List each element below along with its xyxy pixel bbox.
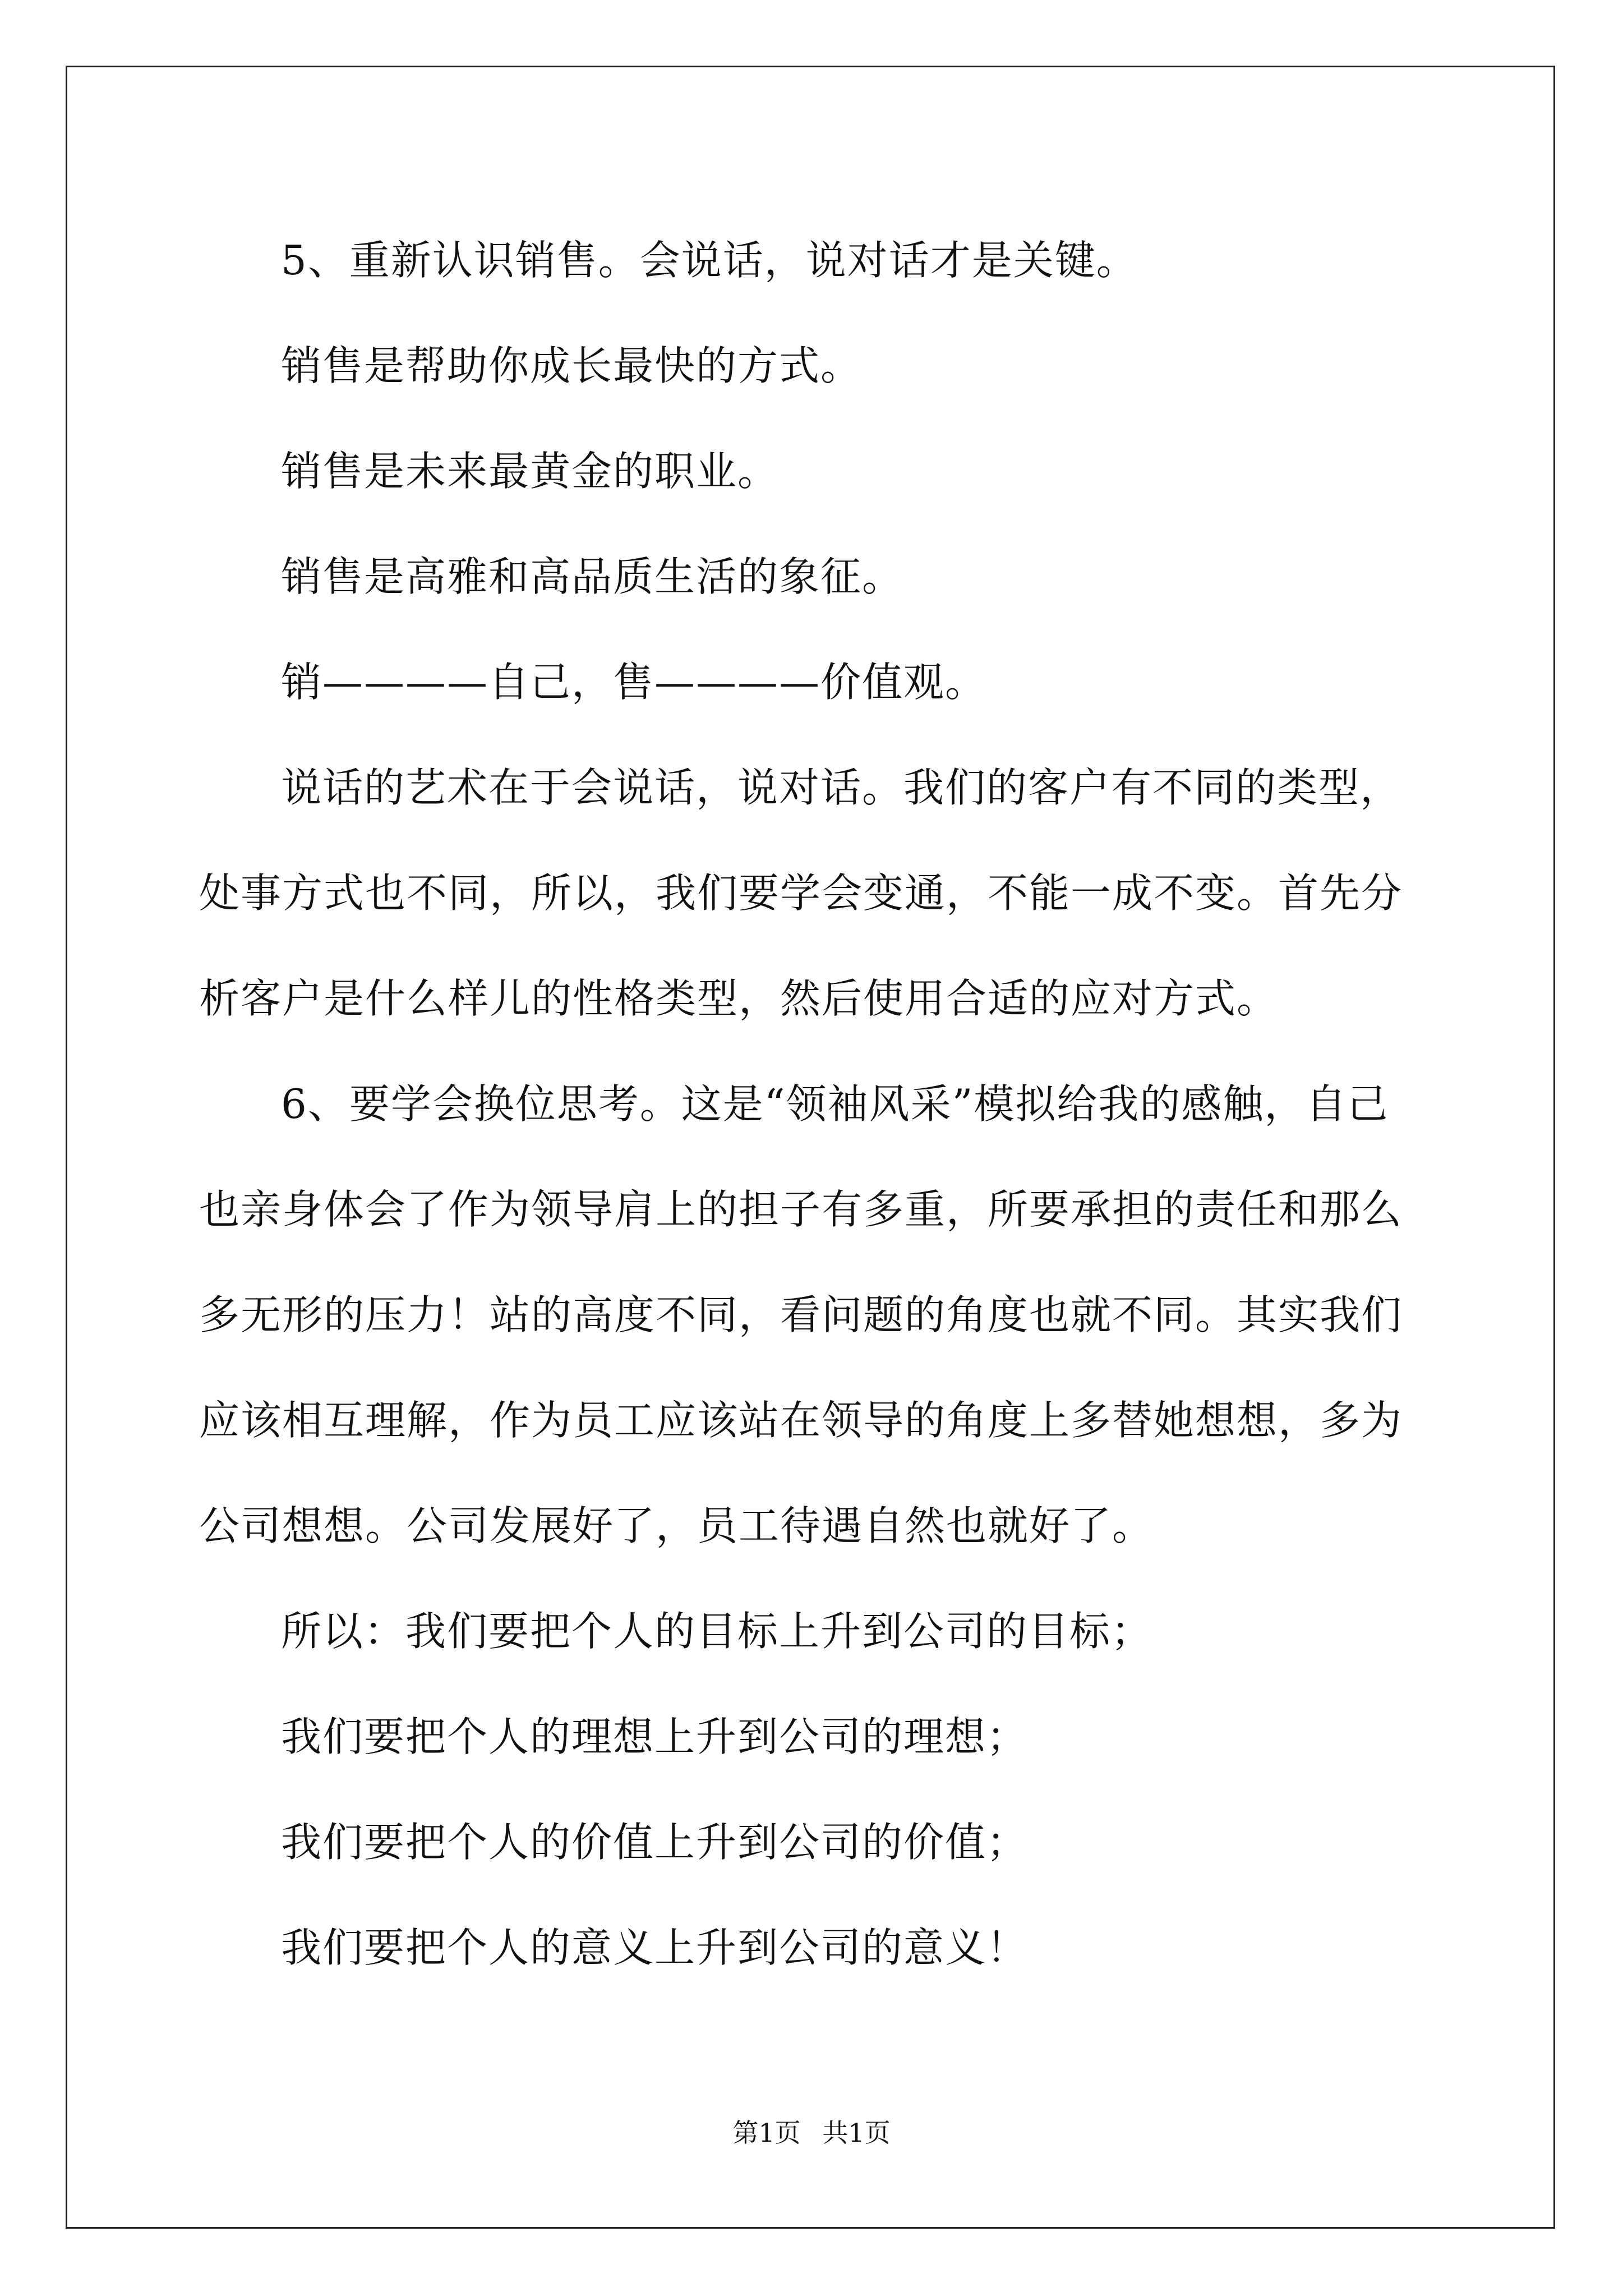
paragraph: 6、要学会换位思考。这是“领袖风采”模拟给我的感触，自己也亲身体会了作为领导肩上的担子有多重，所要承担的责任和那么多无形的压力！站的高度不同，看问题的角度也就不同。其实我们应该相互理解，作为员工应该站在领导的角度上多替她想想，多为公司想想。公司发展好了，员工待遇自然也就好了。 bbox=[199, 1080, 1403, 1549]
paragraph: 5、重新认识销售。会说话，说对话才是关键。 bbox=[281, 237, 1138, 284]
paragraph: 说话的艺术在于会说话，说对话。我们的客户有不同的类型，处事方式也不同，所以，我们要学会变通，不能一成不变。首先分析客户是什么样儿的性格类型，然后使用合适的应对方式。 bbox=[199, 764, 1403, 1022]
paragraph: 销售是未来最黄金的职业。 bbox=[281, 448, 780, 495]
page-number-total: 共1页 bbox=[822, 2118, 891, 2148]
paragraph: 我们要把个人的理想上升到公司的理想； bbox=[281, 1713, 1029, 1760]
page-number-current: 第1页 bbox=[732, 2118, 801, 2148]
paragraph: 销————自己，售————价值观。 bbox=[281, 659, 987, 706]
paragraph: 所以：我们要把个人的目标上升到公司的目标； bbox=[281, 1608, 1153, 1655]
paragraph: 销售是高雅和高品质生活的象征。 bbox=[281, 553, 904, 600]
paragraph: 我们要把个人的意义上升到公司的意义！ bbox=[281, 1924, 1029, 1971]
paragraph: 销售是帮助你成长最快的方式。 bbox=[281, 342, 863, 389]
document-body bbox=[199, 208, 1422, 2000]
paragraph: 我们要把个人的价值上升到公司的价值； bbox=[281, 1819, 1029, 1866]
page-footer bbox=[0, 2116, 1623, 2150]
